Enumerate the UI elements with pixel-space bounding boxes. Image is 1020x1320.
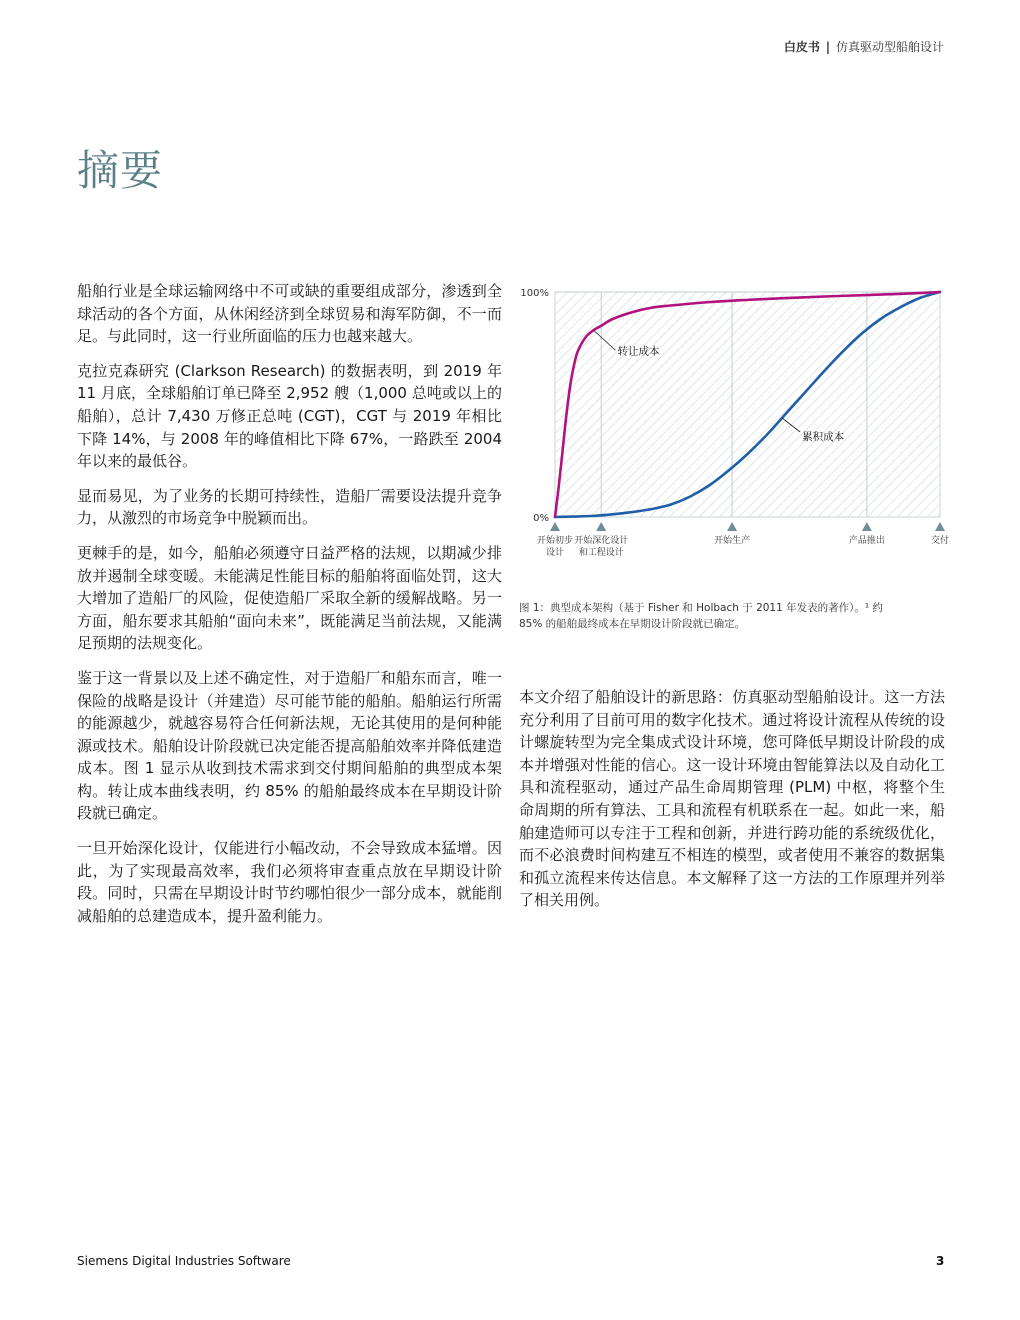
paragraph-5: 鉴于这一背景以及上述不确定性，对于造船厂和船东而言，唯一保险的战略是设计（并建造）尽可能节能的船舶。船舶运行所需的能源越少，就越容易符合任何新法规，无论其使用的是何种能源或技术。船舶设计阶段就已决定能否提高船舶效率并降低建造成本。图 1 显示从收到技术需求到交付期间船舶的典型成本架构。转让成本曲线表明，约 85% 的船舶最终成本在早期设计阶段就已确定。 [77, 668, 502, 823]
paragraph-4: 更棘手的是，如今，船舶必须遵守日益严格的法规，以期减少排放并遏制全球变暖。未能满足性能目标的船舶将面临处罚，这大大增加了造船厂的风险，促使造船厂采取全新的缓解战略。另一方面，船东要求其船舶“面向未来”，既能满足当前法规，又能满足预期的法规变化。 [77, 543, 502, 653]
right-column [519, 686, 945, 912]
header-subtitle: 仿真驱动型船舶设计 [835, 40, 944, 54]
milestone-label-0-0: 开始初步 [536, 536, 574, 546]
header-doc-type: 白皮书 [783, 40, 820, 54]
left-column [77, 280, 502, 939]
milestone-label-3-0: 产品推出 [848, 536, 885, 546]
plot-area [555, 292, 940, 517]
milestone-label-1-1: 和工程设计 [578, 548, 624, 558]
footer-company: Siemens Digital Industries Software [77, 1254, 291, 1268]
paragraph-6: 一旦开始深化设计，仅能进行小幅改动，不会导致成本猛增。因此，为了实现最高效率，我们必须将审查重点放在早期设计阶段。同时，只需在早期设计时节约哪怕很少一部分成本，就能削减船舶的总建造成本，提升盈利能力。 [77, 839, 502, 925]
paragraph-3: 显而易见，为了业务的长期可持续性，造船厂需要设法提升竞争力，从激烈的市场竞争中脱颖而出。 [77, 486, 502, 528]
cost-chart-svg [510, 280, 950, 580]
figure-caption [519, 600, 949, 632]
milestone-marker-4 [935, 522, 945, 531]
footer-page-number: 3 [936, 1254, 945, 1268]
page-header [784, 38, 944, 55]
milestone-label-1-0: 开始深化设计 [574, 536, 629, 546]
paragraph-1: 船舶行业是全球运输网络中不可或缺的重要组成部分，渗透到全球活动的各个方面，从休闲经济到全球贸易和海军防御，不一而足。与此同时，这一行业所面临的压力也越来越大。 [77, 282, 502, 346]
milestone-label-2-0: 开始生产 [714, 536, 751, 546]
series-label-0: 转让成本 [617, 345, 660, 358]
caption-line-2: 85% 的船舶最终成本在早期设计阶段就已确定。 [519, 618, 746, 630]
cost-chart [510, 280, 950, 580]
y-tick-label-0: 0% [533, 513, 549, 524]
caption-line-1: 图 1：典型成本架构（基于 Fisher 和 Holbach 于 2011 年发表的著作）。¹ 约 [519, 602, 883, 614]
y-tick-label-100: 100% [520, 288, 549, 299]
right-paragraph: 本文介绍了船舶设计的新思路：仿真驱动型船舶设计。这一方法充分利用了目前可用的数字化技术。通过将设计流程从传统的设计螺旋转型为完全集成式设计环境，您可降低早期设计阶段的成本并增强对性能的信心。这一设计环境由智能算法以及自动化工具和流程驱动，通过产品生命周期管理 (PLM) 中枢，将整个生命周期的所有算法、工具和流程有机联系在一起。如此一来，船舶建造师可以专注于工程和创新，并进行跨功能的系统级优化，而不必浪费时间构建互不相连的模型，或者使用不兼容的数据集和孤立流程来传达信息。本文解释了这一方法的工作原理并列举了相关用例。 [519, 688, 945, 910]
milestone-marker-0 [550, 522, 560, 531]
milestone-label-4-0: 交付 [930, 536, 950, 546]
milestones [537, 522, 949, 558]
milestone-marker-2 [727, 522, 737, 531]
header-separator: | [825, 40, 831, 54]
milestone-marker-3 [862, 522, 872, 531]
y-ticks [520, 288, 549, 524]
milestone-marker-1 [596, 522, 606, 531]
milestone-label-0-1: 设计 [545, 548, 565, 558]
page-title: 摘要 [77, 146, 164, 195]
series-label-1: 累积成本 [802, 431, 845, 443]
paragraph-2: 克拉克森研究 (Clarkson Research) 的数据表明，到 2019 年 11 月底，全球船舶订单已降至 2,952 艘（1,000 总吨或以上的船舶），总计 7,430 万修正总吨 (CGT)，CGT 与 2019 年相比下降 14%，与 2008 年的峰值相比下降 67%，一路跌至 2004 年以来的最低谷。 [77, 361, 502, 471]
